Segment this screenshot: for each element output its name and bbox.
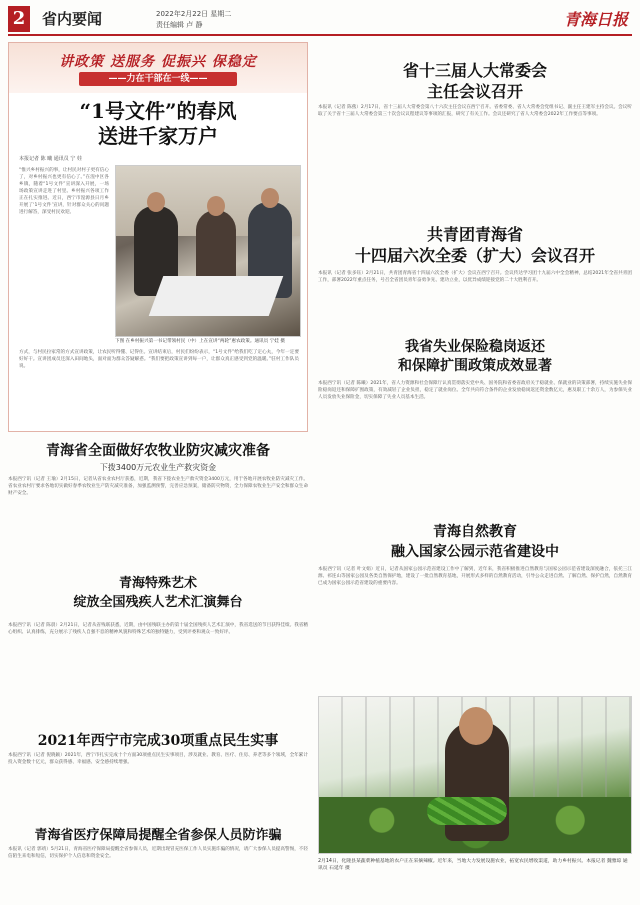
feature-headline <box>9 99 307 149</box>
headline-line2: 绽放全国残疾人艺术汇演舞台 <box>73 595 243 610</box>
article-body: 本报西宁讯（记者 陈晨）2月21日，记者从省残联获悉，近期，由中国残联主办的第十届全国残疾人艺术汇演中，我省选送的节目获得佳绩。我省精心组织、认真排练，充分展示了残疾人自强不息的精神风貌和特殊艺术的独特魅力，受到评委和观众一致好评。 <box>8 623 308 635</box>
feature-body-bottom: 方式，与村民拉家常的方式宣讲政策，让农民听得懂、记得住。宣讲结束后，村民们纷纷表示，“1号文件”给我们吃了定心丸，今年一定要好好干。宣讲团成员还深入田间地头，面对面为群众答疑解惑。“我们要把政策宣讲到每一户，让群众真正感受到党的温暖。”驻村工作队员说。 <box>19 350 299 369</box>
page-number: 2 <box>8 6 30 32</box>
article-body: 本报西宁讯（记者 王瑜）2月15日，记者从省农业农村厅获悉，近期，我省下拨农业生产救灾资金3400万元，用于各地开展农牧业防灾减灾工作。省农业农村厅要求各地切实做好春季农牧业生产防灾减灾准备，加强监测预警，完善应急预案，储备防灾物资，全力保障农牧业生产安全和群众生命财产安全。 <box>8 477 308 496</box>
banner-slogan: 讲政策 送服务 促振兴 保稳定 <box>59 54 257 70</box>
article-headline <box>318 224 632 266</box>
headline-line2: 融入国家公园示范省建设中 <box>391 544 559 560</box>
farm-photo-caption: 2月14日，化隆县某蔬菜种植基地的农户正在采摘辣椒。近年来，当地大力发展设施农业，拓宽农民增收渠道，助力乡村振兴。本报记者 魏雅琼 通讯员 石延年 摄 <box>318 859 628 871</box>
banner-subslogan: ——力在干部在一线—— <box>79 72 237 86</box>
headline-line1: 省十三届人大常委会 <box>402 61 547 80</box>
headline-line1: 我省失业保险稳岗返还 <box>405 339 545 355</box>
article-body: 本报西宁讯（记者 陈曦）2021年，省人力资源和社会保障厅认真贯彻落实党中央、国务院和省委省政府关于稳就业、保就业的决策部署，持续实施失业保险稳岗返还和保障扩围政策，有效减轻了企业负担，稳定了就业岗位。全年共向符合条件的企业发放稳岗返还资金数亿元，惠及职工十余万人，为参保失业人员发放失业保险金，切实保障了失业人员基本生活。 <box>318 381 632 400</box>
photo-head <box>261 188 279 208</box>
photo-head <box>147 192 165 212</box>
article-headline <box>8 574 308 612</box>
article-body: 本报讯（记者 张多钰）2月21日，共青团青海省十四届六次全委（扩大）会议在西宁召开。会议传达学习团十九届六中全会精神，总结2021年全省共青团工作，部署2022年重点任务，号召全省团员青年奋勇争先、建功立业，以优异成绩迎接党的二十大胜利召开。 <box>318 271 632 283</box>
feature-body-col1: “惟兴乡村振兴的事，让村民对村子更有信心了，对乡村振兴也更有信心了。”在湟中区各乡镇，随着“1号文件”宣讲深入开展，一场场政策宣讲走进了村里。乡村振兴各项工作正在扎实推进。近日，西宁市湟源县日月乡开展了‘1号文件’宣讲，针对群众关心的问题进行解答，深受村民欢迎。 <box>19 168 109 215</box>
feature-photo <box>115 165 301 337</box>
peppers <box>427 797 507 825</box>
issue-date: 2022年2月22日 星期二 <box>156 10 232 18</box>
feature-headline-line2: 送进千家万户 <box>98 124 218 148</box>
farm-photo <box>318 696 632 854</box>
photo-head <box>207 196 225 216</box>
article-headline: 2021年西宁市完成30项重点民生实事 <box>37 733 279 749</box>
headline-line1: 共青团青海省 <box>426 225 523 244</box>
photo-table <box>149 276 284 316</box>
article-headline <box>318 60 632 102</box>
feature-photo-caption: 下图 在乡村振兴第一书记带领村民（中）上在宣讲“两轮”惠农政策。通讯员 宁娃 摄 <box>115 339 285 344</box>
editor-line: 责任编辑 卢 静 <box>156 21 203 29</box>
headline-line1: 青海特殊艺术 <box>118 576 197 591</box>
section-name: 省内要闻 <box>42 10 103 28</box>
paper-logo: 青海日报 <box>563 10 628 29</box>
headline-line2: 和保障扩围政策成效显著 <box>398 358 552 374</box>
feature-article <box>8 42 308 432</box>
article-body: 本报西宁讯（记者 倪晓颖）2021年，西宁市扎实完成十个方面30项重点民生实事项目，涉及就业、教育、医疗、住房、养老等多个领域，全年累计投入资金数十亿元，群众获得感、幸福感、安全感持续增强。 <box>8 753 308 765</box>
article-subheadline: 下拨3400万元农业生产救灾资金 <box>99 463 217 472</box>
article-headline <box>318 338 632 376</box>
article-body: 本报讯（记者 郭靖）5月21日，青海省医疗保障局提醒全省参保人员，近期出现冒充医保工作人员实施诈骗的情况，请广大参保人员提高警惕，不轻信陌生来电和短信，切实保护个人信息和资金安全。 <box>8 847 308 859</box>
feature-byline: 本报记者 陈 曦 通讯员 宁 娃 <box>19 156 82 162</box>
headline-line2: 主任会议召开 <box>426 82 523 101</box>
headline-line2: 十四届六次全委（扩大）会议召开 <box>354 246 595 265</box>
article-body: 本报讯（记者 陈燕）2月17日，省十三届人大常委会第八十六次主任会议在西宁召开。省委常委、省人大常委会党组书记、副主任王建军主持会议。会议听取了关于省十三届人大常委会第三十次会议议程建议等事项的汇报，研究了有关工作。会议还研究了省人大常委会2022年工作要点等事项。 <box>318 105 632 117</box>
headline-line1: 青海自然教育 <box>433 524 517 540</box>
article-body: 本报西宁讯（记者 叶文娟）近日，记者从国家公园示范省建设工作中了解到，近年来，我省积极推进自然教育与国家公园示范省建设深度融合，依托三江源、祁连山等国家公园及各类自然保护地，建设了一批自然教育基地，开展形式多样的自然教育活动，引导公众走进自然、了解自然、保护自然，自然教育已成为国家公园示范省建设的重要内容。 <box>318 567 632 586</box>
article-headline: 青海省全面做好农牧业防灾减灾准备 <box>46 443 270 459</box>
feature-banner <box>9 43 307 93</box>
photo-head <box>459 707 493 745</box>
article-headline <box>318 522 632 562</box>
feature-headline-line1: “1号文件”的春风 <box>79 99 237 123</box>
article-headline: 青海省医疗保障局提醒全省参保人员防诈骗 <box>34 828 282 843</box>
masthead <box>8 6 632 36</box>
